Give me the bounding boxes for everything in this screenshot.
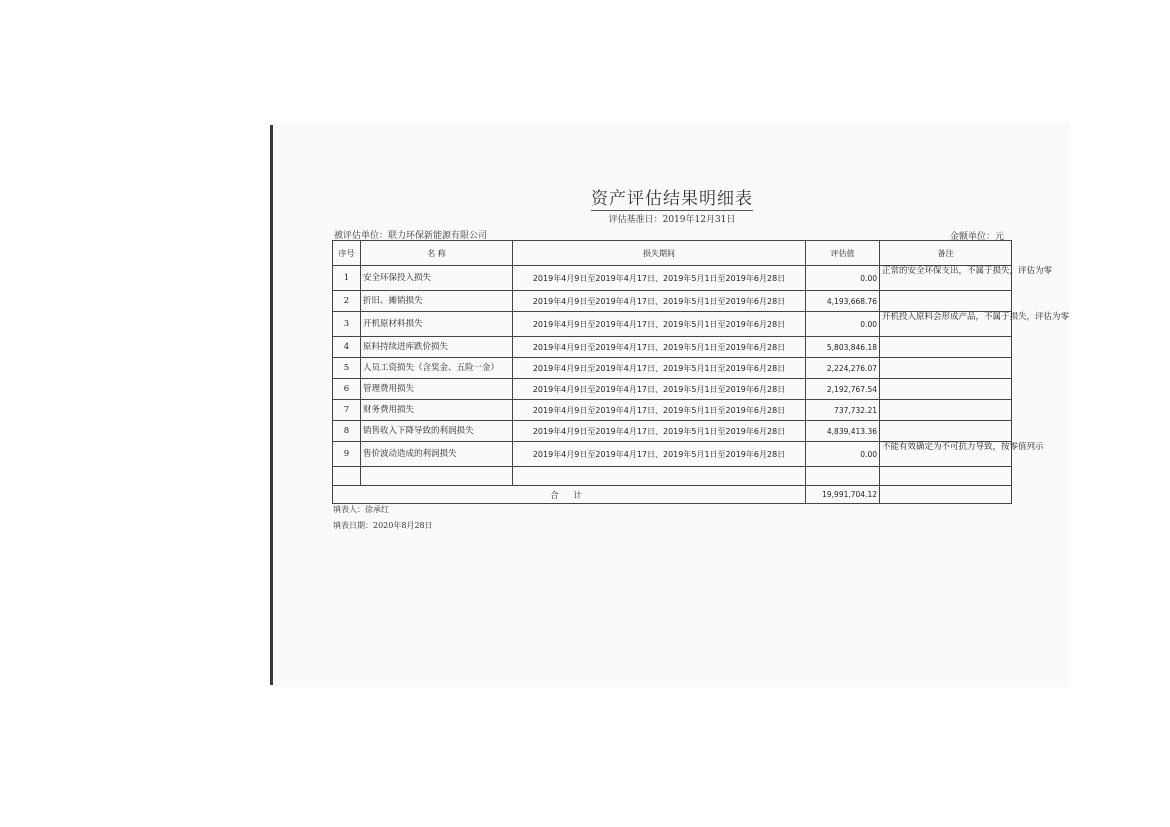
header-note: 备注 [880,241,1012,266]
row-no: 2 [333,291,361,312]
row-value: 0.00 [806,312,880,337]
row-note: 开机投入原料会形成产品，不属于损失，评估为零 [880,312,1012,337]
row-value: 737,732.21 [806,400,880,421]
table-row [333,266,1012,291]
row-period: 2019年4月9日至2019年4月17日、2019年5月1日至2019年6月28日 [513,421,806,442]
table-row [333,291,1012,312]
total-note [880,486,1012,504]
empty-cell [880,467,1012,486]
row-name: 销售收入下降导致的利润损失 [361,421,513,442]
row-note [880,291,1012,312]
header-name: 名 称 [361,241,513,266]
header-period: 损失期间 [513,241,806,266]
preparer-label: 填表人：徐承红 [333,505,389,514]
row-value: 0.00 [806,442,880,467]
row-name: 管理费用损失 [361,379,513,400]
row-value: 2,192,767.54 [806,379,880,400]
fill-date-label: 填表日期：2020年8月28日 [333,521,433,530]
row-period: 2019年4月9日至2019年4月17日、2019年5月1日至2019年6月28日 [513,337,806,358]
table-header-row [333,241,1012,266]
row-period: 2019年4月9日至2019年4月17日、2019年5月1日至2019年6月28日 [513,379,806,400]
table-row [333,442,1012,467]
row-name: 安全环保投入损失 [361,266,513,291]
row-period: 2019年4月9日至2019年4月17日、2019年5月1日至2019年6月28日 [513,358,806,379]
row-period: 2019年4月9日至2019年4月17日、2019年5月1日至2019年6月28日 [513,400,806,421]
empty-row [333,467,1012,486]
row-name: 开机原材料损失 [361,312,513,337]
row-period: 2019年4月9日至2019年4月17日、2019年5月1日至2019年6月28日 [513,291,806,312]
asset-evaluation-table [332,240,1070,504]
row-value: 4,839,413.36 [806,421,880,442]
empty-cell [513,467,806,486]
total-label: 合 计 [333,486,806,504]
row-period: 2019年4月9日至2019年4月17日、2019年5月1日至2019年6月28日 [513,312,806,337]
table-row [333,337,1012,358]
row-note [880,358,1012,379]
row-no: 7 [333,400,361,421]
entity-label: 被评估单位：联力环保新能源有限公司 [334,231,488,241]
row-no: 6 [333,379,361,400]
row-no: 9 [333,442,361,467]
row-name: 售价波动造成的利润损失 [361,442,513,467]
total-row [333,486,1012,504]
table-row [333,421,1012,442]
row-no: 1 [333,266,361,291]
header-value: 评估值 [806,241,880,266]
row-note [880,421,1012,442]
header-no: 序号 [333,241,361,266]
row-no: 5 [333,358,361,379]
table-row [333,312,1012,337]
base-date: 评估基准日：2019年12月31日 [608,215,736,225]
total-value: 19,991,704.12 [806,486,880,504]
row-note [880,400,1012,421]
binder-edge [270,125,273,685]
row-name: 财务费用损失 [361,400,513,421]
document-title-text: 资产评估结果明细表 [591,189,753,209]
table-row [333,400,1012,421]
row-name: 人员工资损失（含奖金、五险一金） [361,358,513,379]
row-value: 4,193,668.76 [806,291,880,312]
row-no: 3 [333,312,361,337]
empty-cell [806,467,880,486]
row-note: 正常的安全环保支出，不属于损失，评估为零 [880,266,1012,291]
empty-cell [361,467,513,486]
document-title [332,184,1012,209]
row-no: 8 [333,421,361,442]
row-name: 折旧、摊销损失 [361,291,513,312]
row-note [880,379,1012,400]
empty-cell [333,467,361,486]
row-name: 原料持续进库跌价损失 [361,337,513,358]
row-value: 5,803,846.18 [806,337,880,358]
row-value: 0.00 [806,266,880,291]
table-row [333,379,1012,400]
table-row [333,358,1012,379]
row-no: 4 [333,337,361,358]
row-note [880,337,1012,358]
row-note: 不能有效确定为不可抗力导致，按零值列示 [880,442,1012,467]
row-period: 2019年4月9日至2019年4月17日、2019年5月1日至2019年6月28日 [513,442,806,467]
currency-unit: 金额单位：元 [950,232,1005,242]
row-value: 2,224,276.07 [806,358,880,379]
row-period: 2019年4月9日至2019年4月17日、2019年5月1日至2019年6月28日 [513,266,806,291]
